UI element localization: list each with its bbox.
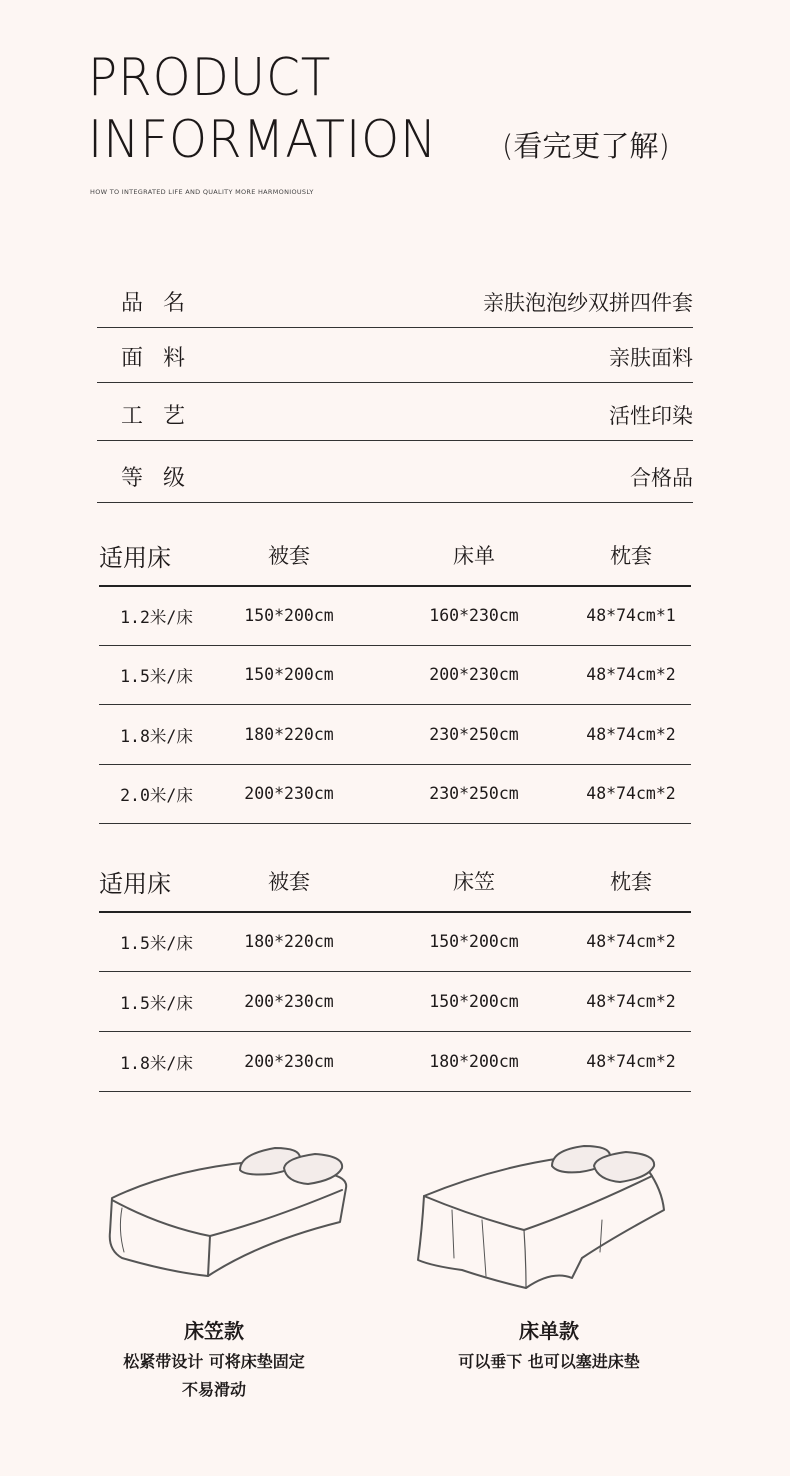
header-cell: 枕套 <box>610 870 652 894</box>
info-label: 面料 <box>121 346 206 371</box>
table-row <box>99 912 691 972</box>
table-cell: 1.2米/床 <box>120 607 193 627</box>
header-cell: 被套 <box>268 870 310 894</box>
info-label: 品名 <box>121 291 206 316</box>
table-cell: 48*74cm*2 <box>586 725 676 744</box>
table-cell: 48*74cm*1 <box>586 606 676 625</box>
table-cell: 48*74cm*2 <box>586 992 676 1011</box>
table-row <box>99 1032 691 1092</box>
table-cell: 180*220cm <box>244 932 334 951</box>
table-cell: 2.0米/床 <box>120 785 193 805</box>
table-cell: 200*230cm <box>244 1052 334 1071</box>
table-row <box>99 645 691 705</box>
fitted-style-desc-2: 不易滑动 <box>181 1380 246 1399</box>
table-cell: 200*230cm <box>244 784 334 803</box>
tagline: HOW TO INTEGRATED LIFE AND QUALITY MORE HARMONIOUSLY <box>90 188 314 196</box>
table-cell: 200*230cm <box>429 665 519 684</box>
table-row <box>99 764 691 824</box>
header-cell: 床单 <box>453 544 495 568</box>
header-cell: 被套 <box>268 544 310 568</box>
header-cell: 适用床 <box>99 869 171 898</box>
fitted-style-desc: 松紧带设计 可将床垫固定 <box>123 1352 305 1371</box>
table-cell: 150*200cm <box>244 606 334 625</box>
info-row-craft <box>97 380 693 441</box>
fitted-sheet-bed-illustration <box>100 1140 360 1290</box>
info-label: 工艺 <box>121 404 206 429</box>
table-row <box>99 972 691 1032</box>
table-cell: 1.8米/床 <box>120 726 193 746</box>
table-header <box>99 525 691 587</box>
size-table-sheet <box>99 525 691 825</box>
table-cell: 48*74cm*2 <box>586 665 676 684</box>
table-cell: 230*250cm <box>429 784 519 803</box>
info-value: 活性印染 <box>609 404 693 428</box>
flat-style-desc: 可以垂下 也可以塞进床垫 <box>458 1352 640 1371</box>
flat-style-title: 床单款 <box>519 1319 579 1343</box>
info-row-grade <box>97 442 693 503</box>
table-cell: 1.8米/床 <box>120 1053 193 1073</box>
info-row-fabric <box>97 322 693 383</box>
table-cell: 1.5米/床 <box>120 666 193 686</box>
table-cell: 230*250cm <box>429 725 519 744</box>
info-label: 等级 <box>121 466 206 491</box>
header-cell: 床笠 <box>453 870 495 894</box>
table-cell: 160*230cm <box>429 606 519 625</box>
table-cell: 48*74cm*2 <box>586 1052 676 1071</box>
table-cell: 200*230cm <box>244 992 334 1011</box>
table-cell: 180*220cm <box>244 725 334 744</box>
header-cell: 适用床 <box>99 543 171 572</box>
table-cell: 150*200cm <box>244 665 334 684</box>
table-row <box>99 705 691 765</box>
info-row-name <box>97 267 693 328</box>
table-cell: 1.5米/床 <box>120 993 193 1013</box>
page-title-line2: INFORMATION <box>88 110 438 170</box>
table-cell: 150*200cm <box>429 932 519 951</box>
table-cell: 1.5米/床 <box>120 933 193 953</box>
header-cell: 枕套 <box>610 544 652 568</box>
table-row <box>99 586 691 646</box>
subtitle-note: (看完更了解) <box>502 129 670 163</box>
table-cell: 48*74cm*2 <box>586 784 676 803</box>
flat-sheet-bed-illustration <box>412 1140 672 1300</box>
size-table-fitted <box>99 851 691 1091</box>
info-value: 亲肤面料 <box>609 346 693 370</box>
info-value: 亲肤泡泡纱双拼四件套 <box>483 291 693 315</box>
page-title-line1: PRODUCT <box>88 48 332 108</box>
info-value: 合格品 <box>630 466 693 490</box>
table-cell: 180*200cm <box>429 1052 519 1071</box>
table-cell: 48*74cm*2 <box>586 932 676 951</box>
table-cell: 150*200cm <box>429 992 519 1011</box>
fitted-style-title: 床笠款 <box>184 1319 244 1343</box>
table-header <box>99 851 691 913</box>
